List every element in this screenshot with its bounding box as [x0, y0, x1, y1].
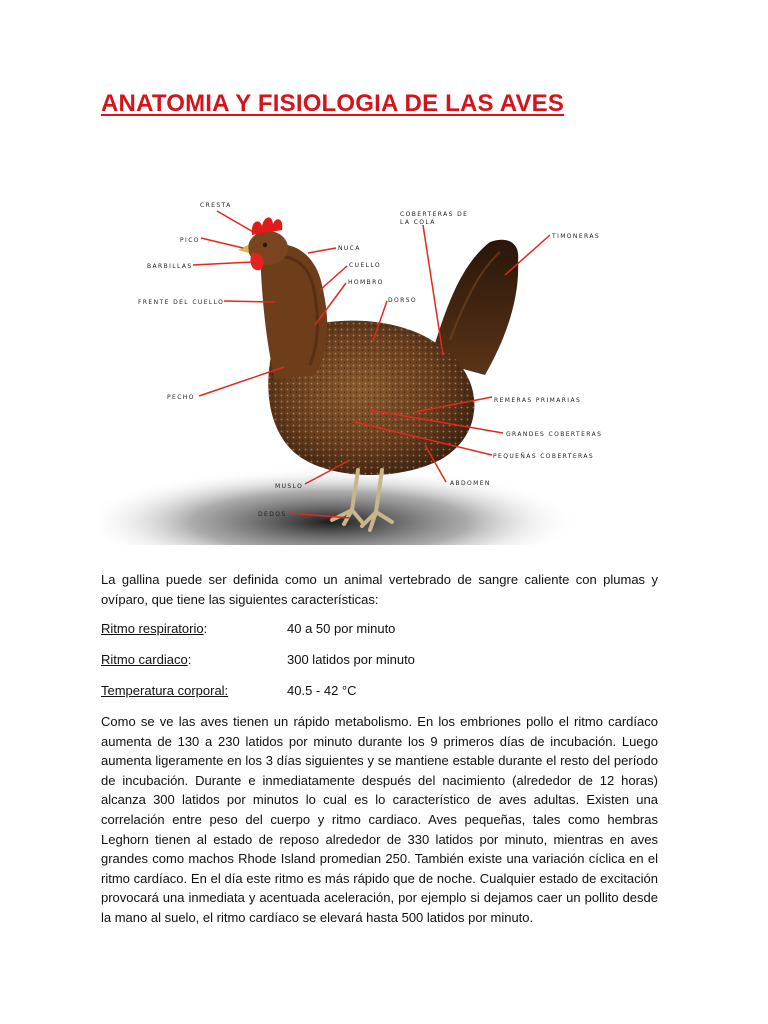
label-frente-del-cuello: FRENTE DEL CUELLO	[138, 299, 225, 306]
label-nuca: NUCA	[338, 245, 361, 252]
hen-illustration	[100, 190, 620, 558]
hen-comb	[252, 217, 283, 235]
label-dorso: DORSO	[388, 297, 418, 304]
intro-paragraph: La gallina puede ser definida como un animal vertebrado de sangre caliente con plumas y ovíparo, que tiene las siguientes características:	[101, 572, 658, 607]
page-title: ANATOMIA Y FISIOLOGIA DE LAS AVES	[101, 90, 565, 117]
label-dedos: DEDOS	[258, 511, 287, 518]
label-cuello: CUELLO	[349, 262, 381, 269]
label-cresta: CRESTA	[200, 202, 232, 209]
fact-value: 40 a 50 por minuto	[287, 621, 396, 636]
fact-label: Ritmo cardiaco	[101, 652, 188, 667]
label-coberteras-cola-1: COBERTERAS DE	[400, 211, 469, 218]
fact-row-cardiaco: Ritmo cardiaco: 300 latidos por minuto	[101, 652, 415, 667]
fact-value: 300 latidos por minuto	[287, 652, 415, 667]
label-pecho: PECHO	[167, 394, 195, 401]
label-hombro: HOMBRO	[348, 279, 384, 286]
label-remeras-primarias: REMERAS PRIMARIAS	[494, 397, 582, 404]
body-paragraph: Como se ve las aves tienen un rápido metabolismo. En los embriones pollo el ritmo cardíaco aumenta de 130 a 230 latidos por minuto durante los 9 primeros días de incubación. Luego aumenta ligeramente en los 3 días siguientes y se mantiene estable durante el resto del período de incubación. Durante e inmediatamente después del nacimiento (alrededor de 12 horas) alcanza 300 latidos por minutos lo cual es lo característico de aves adultas. Existen una correlación entre peso del cuerpo y ritmo cardiaco. Aves pequeñas, tales como hembras Leghorn tienen al estado de reposo alrededor de 330 latidos por minuto, mientras en aves grandes como machos Rhode Island promedian 250. También existe una variación cíclica en el ritmo cardíaco. En el día este ritmo es más rápido que de noche. Cualquier estado de excitación provocará una inmediata y acentuada aceleración, por ejemplo si dejamos caer un pollito desde la mano al suelo, el ritmo cardíaco se elevará hasta 500 latidos por minuto.	[101, 714, 658, 925]
hen-anatomy-figure	[100, 190, 620, 558]
fact-value: 40.5 - 42 °C	[287, 683, 357, 698]
label-coberteras-cola-2: LA COLA	[400, 219, 436, 226]
label-grandes-coberteras: GRANDES COBERTERAS	[506, 431, 603, 438]
label-barbillas: BARBILLAS	[147, 263, 193, 270]
label-pequenas-coberteras: PEQUEÑAS COBERTERAS	[493, 453, 595, 460]
fact-row-temperatura	[101, 683, 357, 699]
fact-label: Temperatura corporal:	[101, 683, 229, 698]
fact-row-respiratorio: Ritmo respiratorio: 40 a 50 por minuto	[101, 621, 396, 636]
hen-beak	[238, 245, 249, 253]
label-muslo: MUSLO	[275, 483, 304, 490]
label-abdomen: ABDOMEN	[450, 480, 491, 487]
label-pico: PICO	[180, 237, 200, 244]
ground-shadow	[100, 467, 580, 558]
label-timoneras: TIMONERAS	[552, 233, 601, 240]
fact-label: Ritmo respiratorio	[101, 621, 204, 636]
